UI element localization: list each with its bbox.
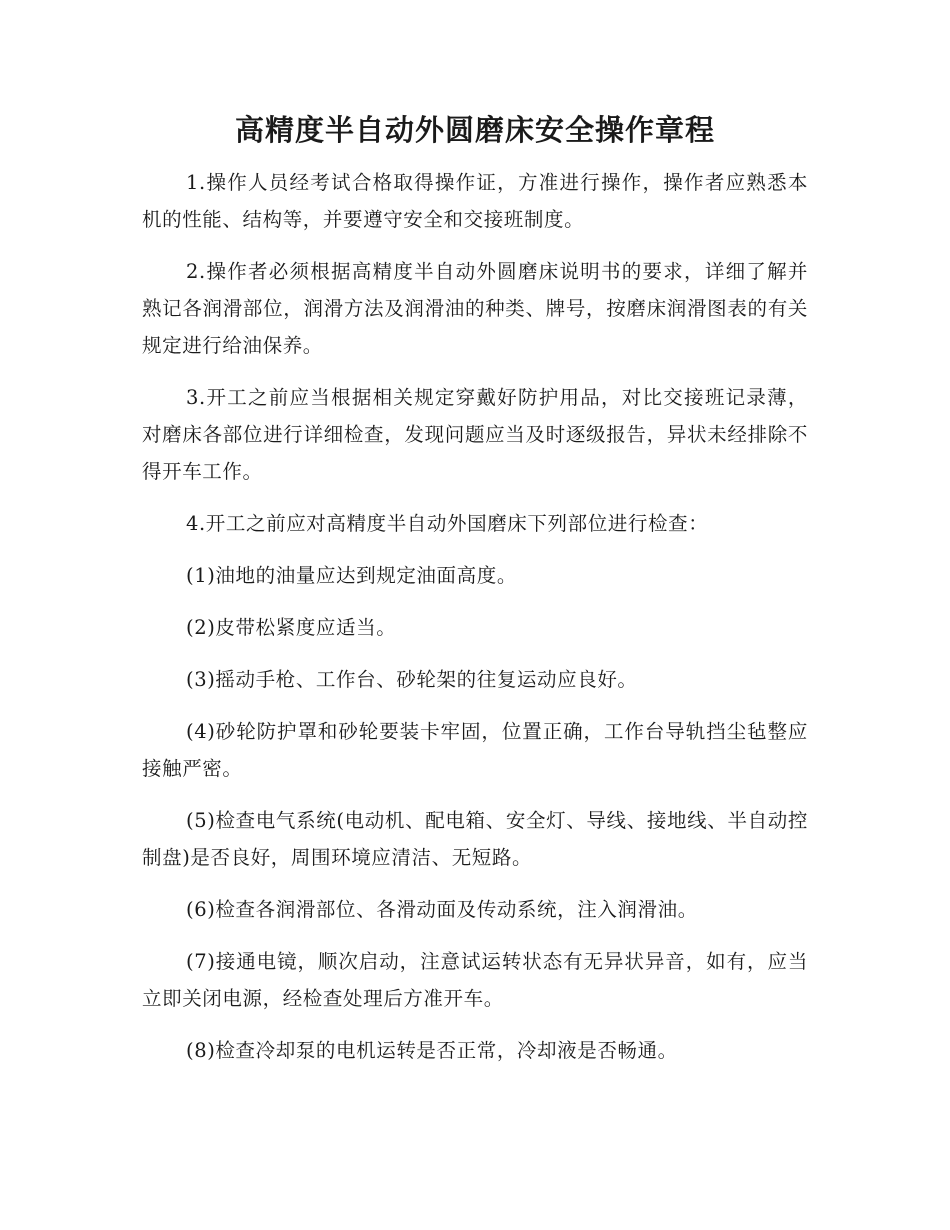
list-item-1: (1)油地的油量应达到规定油面高度。: [186, 564, 517, 587]
list-item-7: (7)接通电镜，顺次启动，注意试运转状态有无异状异音，如有，应当立即关闭电源，经检查处理后方准开车。: [142, 950, 808, 1010]
list-item-2: (2)皮带松紧度应适当。: [186, 616, 397, 639]
paragraph-2: 2.操作者必须根据高精度半自动外圆磨床说明书的要求，详细了解并熟记各润滑部位，润滑方法及润滑油的种类、牌号，按磨床润滑图表的有关规定进行给油保养。: [142, 260, 808, 357]
document-body: [142, 164, 808, 1084]
document-title: 高精度半自动外圆磨床安全操作章程: [234, 113, 715, 147]
list-item-8: (8)检查冷却泵的电机运转是否正常，冷却液是否畅通。: [186, 1039, 678, 1062]
list-item-4: (4)砂轮防护罩和砂轮要装卡牢固，位置正确，工作台导轨挡尘毡整应接触严密。: [142, 720, 808, 780]
list-item-5: (5)检查电气系统(电动机、配电箱、安全灯、导线、接地线、半自动控制盘)是否良好，周围环境应清洁、无短路。: [142, 809, 808, 869]
list-item-3: (3)摇动手枪、工作台、砂轮架的往复运动应良好。: [186, 668, 638, 691]
list-item-6: (6)检查各润滑部位、各滑动面及传动系统，注入润滑油。: [186, 898, 698, 921]
paragraph-1: 1.操作人员经考试合格取得操作证，方准进行操作，操作者应熟悉本机的性能、结构等，并要遵守安全和交接班制度。: [142, 171, 808, 231]
paragraph-3: 3.开工之前应当根据相关规定穿戴好防护用品，对比交接班记录薄，对磨床各部位进行详细检查，发现问题应当及时逐级报告，异状未经排除不得开车工作。: [142, 386, 808, 483]
paragraph-4: 4.开工之前应对高精度半自动外国磨床下列部位进行检查：: [186, 512, 709, 535]
